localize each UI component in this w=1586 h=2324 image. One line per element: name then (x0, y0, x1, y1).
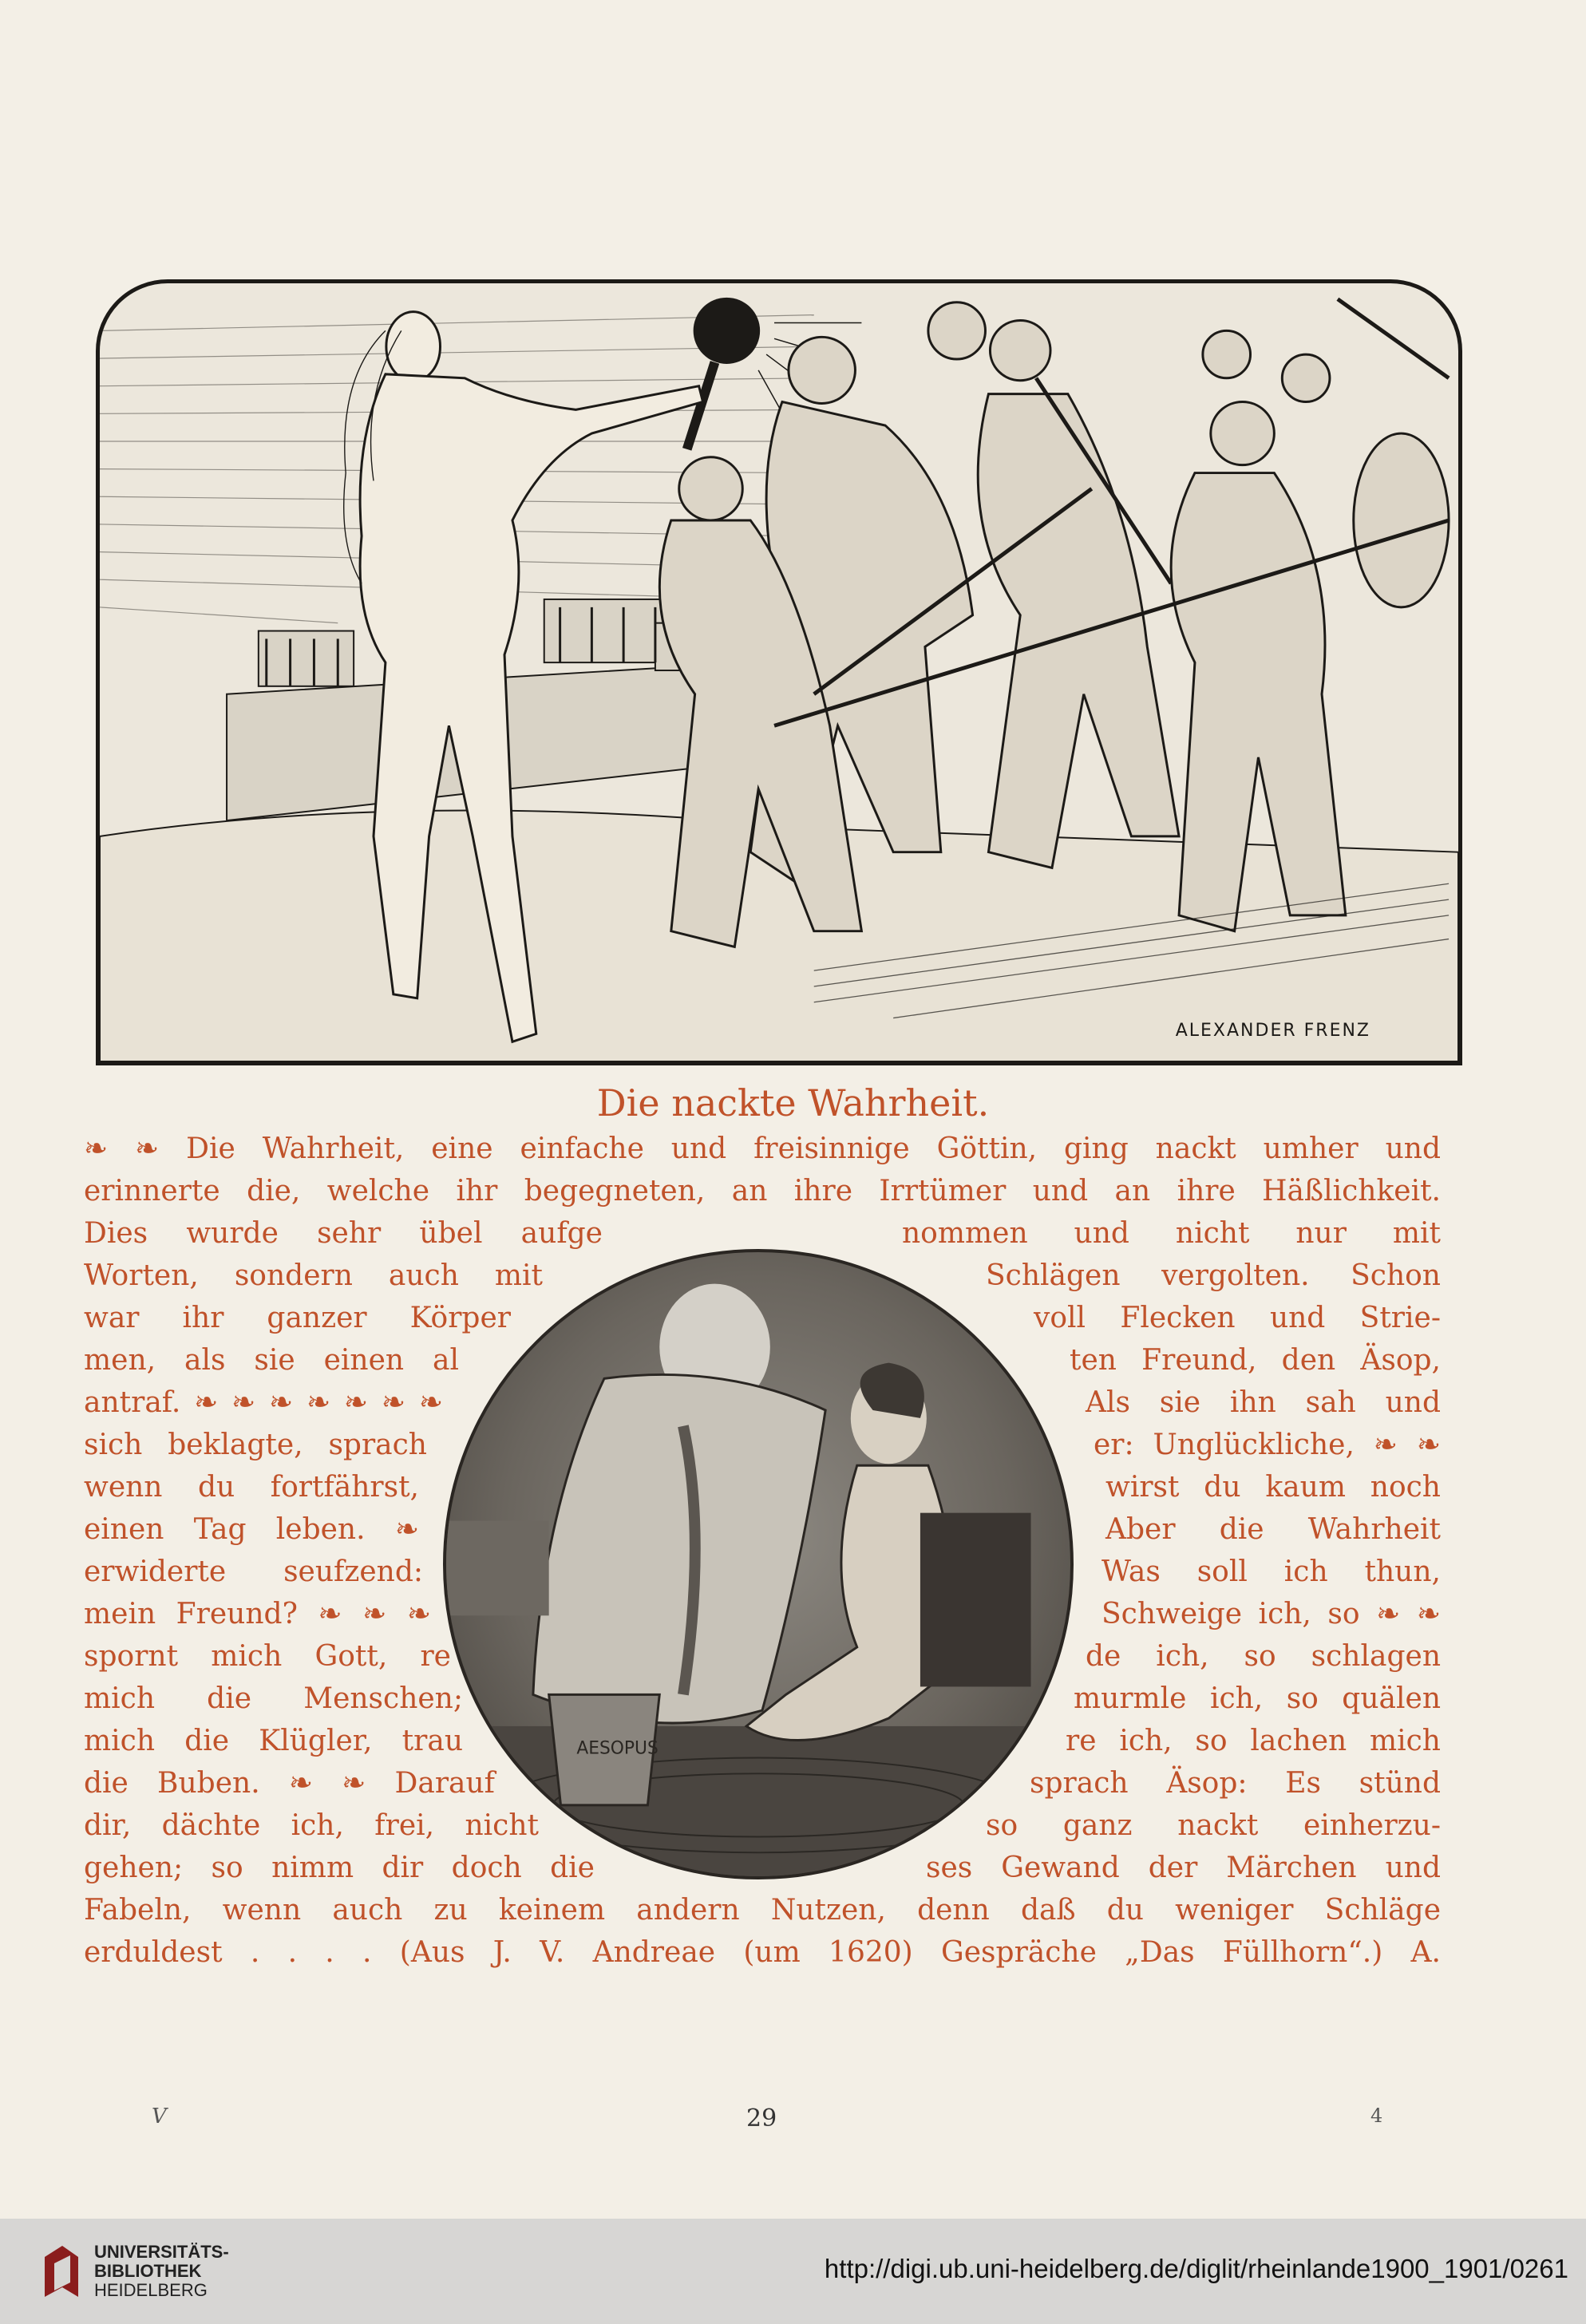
folio-right: 4 (1370, 2105, 1383, 2127)
wrap-left-14: die Buben. ❧ ❧ Darauf (84, 1767, 495, 1800)
wrap-left-11: spornt mich Gott, re (84, 1640, 451, 1673)
wrap-left-16: gehen; so nimm dir doch die (84, 1852, 595, 1884)
wrap-left-1: Dies wurde sehr übel aufge (84, 1217, 603, 1250)
medallion-drawing (446, 1252, 1070, 1876)
illustration-drawing (100, 283, 1458, 1061)
wrap-right-3: voll Flecken und Strie- (1034, 1302, 1441, 1334)
folio-left: V (152, 2105, 167, 2128)
wrap-right-8: Aber die Wahrheit (1105, 1513, 1441, 1546)
wrap-right-1: nommen und nicht nur mit (902, 1217, 1441, 1250)
page-number: 29 (746, 2105, 777, 2132)
wrap-right-2: Schlägen vergolten. Schon (986, 1259, 1441, 1292)
article-title: Die nackte Wahrheit. (596, 1081, 990, 1124)
wrap-left-8: einen Tag leben. ❧ (84, 1513, 419, 1546)
library-name-line3: HEIDELBERG (94, 2280, 208, 2300)
artist-signature: ALEXANDER FRENZ (1175, 1021, 1370, 1041)
wrap-right-12: murmle ich, so quälen (1074, 1682, 1441, 1715)
library-name-line1: UNIVERSITÄTS- (94, 2242, 229, 2262)
wrap-right-16: ses Gewand der Märchen und (926, 1852, 1441, 1884)
wrap-right-13: re ich, so lachen mich (1066, 1725, 1441, 1757)
wrap-left-2: Worten, sondern auch mit (84, 1259, 543, 1292)
library-logo-icon (40, 2241, 83, 2302)
wrap-right-10: Schweige ich, so ❧ ❧ (1101, 1598, 1441, 1630)
wrap-right-9: Was soll ich thun, (1101, 1555, 1441, 1588)
wrap-left-3: war ihr ganzer Körper (84, 1302, 511, 1334)
wrap-left-5: antraf. ❧ ❧ ❧ ❧ ❧ ❧ ❧ (84, 1386, 443, 1419)
wrap-right-4: ten Freund, den Äsop, (1070, 1344, 1441, 1377)
text-line-1: ❧ ❧ Die Wahrheit, eine einfache und freisinnige Göttin, ging nackt umher und (84, 1132, 1441, 1165)
wrap-right-7: wirst du kaum noch (1105, 1471, 1441, 1504)
wrap-left-6: sich beklagte, sprach (84, 1429, 427, 1461)
wrap-left-12: mich die Menschen; (84, 1682, 463, 1715)
wrap-left-4: men, als sie einen al (84, 1344, 459, 1377)
wrap-left-15: dir, dächte ich, frei, nicht (84, 1809, 539, 1842)
permalink-url[interactable]: http://digi.ub.uni-heidelberg.de/diglit/rheinlande1900_1901/0261 (824, 2254, 1568, 2283)
wrap-right-5: Als sie ihn sah und (1086, 1386, 1441, 1419)
top-illustration (96, 279, 1462, 1065)
text-line-closing-2: erduldest . . . . (Aus J. V. Andreae (um 1620) Gespräche „Das Füllhorn“.) A. (84, 1936, 1441, 1969)
wrap-left-13: mich die Klügler, trau (84, 1725, 463, 1757)
wrap-right-15: so ganz nackt einherzu- (986, 1809, 1441, 1842)
library-name (94, 2243, 229, 2300)
wrap-left-9: erwiderte seufzend: (84, 1555, 423, 1588)
text-line-closing-1: Fabeln, wenn auch zu keinem andern Nutzen, denn daß du weniger Schläge (84, 1894, 1441, 1927)
wrap-left-7: wenn du fortfährst, (84, 1471, 419, 1504)
wrap-right-11: de ich, so schlagen (1086, 1640, 1441, 1673)
pot-label: AESOPUS (576, 1738, 659, 1759)
wrap-right-14: sprach Äsop: Es stünd (1030, 1767, 1441, 1800)
text-line-2: erinnerte die, welche ihr begegneten, an ihre Irrtümer und an ihre Häßlichkeit. (84, 1175, 1441, 1207)
wrap-right-6: er: Unglückliche, ❧ ❧ (1094, 1429, 1441, 1461)
wrap-left-10: mein Freund? ❧ ❧ ❧ (84, 1598, 431, 1630)
library-footer (0, 2219, 1586, 2324)
medallion-illustration (443, 1249, 1074, 1879)
library-name-line2: BIBLIOTHEK (94, 2261, 202, 2281)
